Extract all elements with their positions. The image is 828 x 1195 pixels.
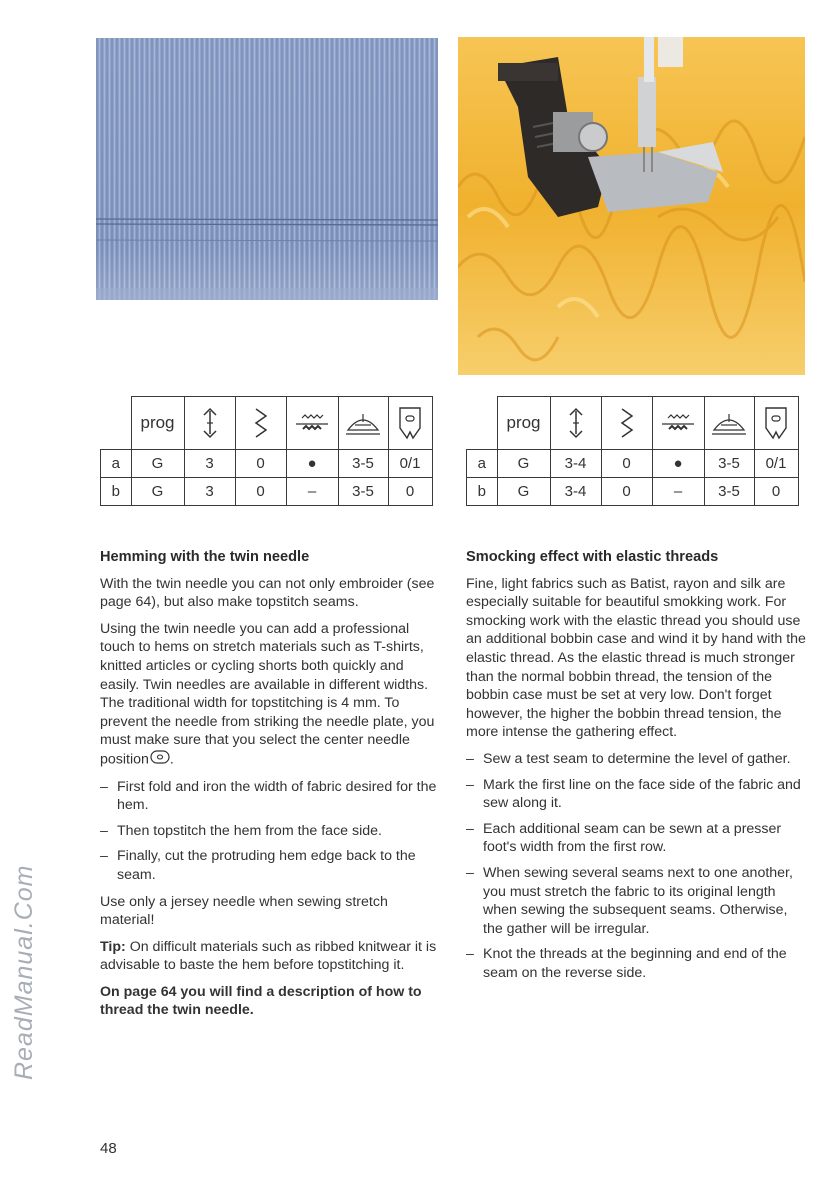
stitch-width-value: 0: [601, 478, 652, 506]
stitch-width-value: 0: [601, 450, 652, 478]
feed-dog-icon: [652, 397, 704, 450]
steps-list: [466, 750, 811, 983]
list-item-text: Then topstitch the hem from the face side.: [117, 822, 382, 839]
thread-tension-value: 3-5: [704, 450, 754, 478]
prog-value: G: [131, 478, 184, 506]
stitch-length-value: 3: [184, 450, 235, 478]
section-title: Hemming with the twin needle: [100, 549, 310, 565]
smocking-section: [466, 548, 811, 990]
list-item-text: Sew a test seam to determine the level of gather.: [483, 750, 791, 767]
paragraph: Fine, light fabrics such as Batist, rayon and silk are especially suitable for beautiful smokking work. For smocking work with the elastic thread you should use an additional bobbin case and wind it by hand with the elastic thread. As the elastic thread is much stronger than the normal bobbin thread, the tension of the bobbin case must be set at very low. Don't forget however, the higher the bobbin thread tension, the more intense the gathering effect.: [466, 575, 806, 741]
list-item-text: Finally, cut the protruding hem edge back to the seam.: [117, 848, 416, 883]
row-label: b: [101, 478, 132, 506]
dash: –: [100, 778, 108, 795]
presser-foot-icon: [754, 397, 798, 450]
dash: –: [466, 820, 474, 837]
list-item: [100, 847, 445, 884]
table-row: [467, 478, 799, 506]
prog-header: prog: [131, 397, 184, 450]
dash: –: [466, 776, 474, 793]
page-number: 48: [100, 1140, 117, 1157]
prog-header: prog: [497, 397, 550, 450]
prog-value: G: [131, 450, 184, 478]
thread-tension-value: 3-5: [704, 478, 754, 506]
stitch-length-value: 3-4: [550, 450, 601, 478]
dash: –: [466, 864, 474, 881]
stitch-width-value: 0: [235, 478, 286, 506]
row-label: a: [101, 450, 132, 478]
settings-table-hemming: [100, 396, 433, 506]
stitch-width-value: 0: [235, 450, 286, 478]
hemming-section: [100, 548, 445, 1028]
tip-text: On difficult materials such as ribbed knitwear it is advisable to baste the hem before topstitching it.: [100, 938, 437, 974]
section-title: Smocking effect with elastic threads: [466, 549, 719, 565]
settings-table-smocking: [466, 396, 799, 506]
dash: –: [466, 750, 474, 767]
presser-foot-value: 0: [388, 478, 432, 506]
dash: –: [100, 822, 108, 839]
feed-dog-icon: [286, 397, 338, 450]
paragraph-text: Using the twin needle you can add a professional touch to hems on stretch materials such as T-shirts, knitted articles or cycling shorts both quickly and easily. Twin needles are available in different widths. The traditional width for topstitching is 4 mm. To prevent the needle from striking the needle plate, you must make sure that you select the center needle position: [100, 620, 435, 768]
list-item-text: First fold and iron the width of fabric desired for the hem.: [117, 778, 437, 814]
presser-foot-icon: [388, 397, 432, 450]
table-row: [101, 478, 433, 506]
presser-foot-value: 0: [754, 478, 798, 506]
tip-label: Tip:: [100, 938, 126, 955]
thread-tension-icon: [704, 397, 754, 450]
prog-value: G: [497, 450, 550, 478]
paragraph-end: .: [169, 751, 174, 768]
paragraph: Use only a jersey needle when sewing stretch material!: [100, 893, 388, 929]
table-row: [467, 450, 799, 478]
prog-value: G: [497, 478, 550, 506]
stitch-width-icon: [601, 397, 652, 450]
photo-smocking-presser-foot: [458, 37, 805, 375]
steps-list: [100, 778, 445, 885]
table-row: [101, 450, 433, 478]
list-item: [100, 778, 445, 815]
list-item-text: Each additional seam can be sewn at a presser foot's width from the first row.: [483, 820, 782, 856]
list-item: [100, 822, 445, 841]
closing-note: On page 64 you will find a description of how to thread the twin needle.: [100, 983, 422, 1019]
paragraph: [100, 620, 445, 770]
list-item-text: Mark the first line on the face side of the fabric and sew along it.: [483, 776, 801, 812]
list-item-text: When sewing several seams next to one another, you must stretch the fabric to its original length when sewing the subsequent seams. Otherwise, the gather will be irregular.: [483, 864, 793, 937]
list-item: [466, 864, 811, 938]
row-label: b: [467, 478, 498, 506]
list-item-text: Knot the threads at the beginning and end of the seam on the reverse side.: [483, 946, 787, 981]
stitch-length-value: 3-4: [550, 478, 601, 506]
tip-paragraph: [100, 938, 445, 975]
list-item: [466, 750, 811, 769]
dash: –: [100, 848, 108, 865]
presser-foot-value: 0/1: [388, 450, 432, 478]
thread-tension-value: 3-5: [338, 450, 388, 478]
paragraph: With the twin needle you can not only embroider (see page 64), but also make topstitch seams.: [100, 575, 435, 611]
thread-tension-icon: [338, 397, 388, 450]
watermark: ReadManual.Com: [10, 864, 38, 1080]
thread-tension-value: 3-5: [338, 478, 388, 506]
photo-twin-needle-hem: [96, 38, 438, 300]
feed-dog-value: ●: [286, 450, 338, 478]
dash: –: [466, 946, 474, 963]
needle-position-icon: [150, 750, 170, 770]
feed-dog-value: –: [286, 478, 338, 506]
list-item: [466, 945, 811, 982]
row-label: a: [467, 450, 498, 478]
feed-dog-value: –: [652, 478, 704, 506]
presser-foot-value: 0/1: [754, 450, 798, 478]
stitch-length-value: 3: [184, 478, 235, 506]
stitch-length-icon: [184, 397, 235, 450]
list-item: [466, 820, 811, 857]
stitch-length-icon: [550, 397, 601, 450]
stitch-width-icon: [235, 397, 286, 450]
feed-dog-value: ●: [652, 450, 704, 478]
list-item: [466, 776, 811, 813]
